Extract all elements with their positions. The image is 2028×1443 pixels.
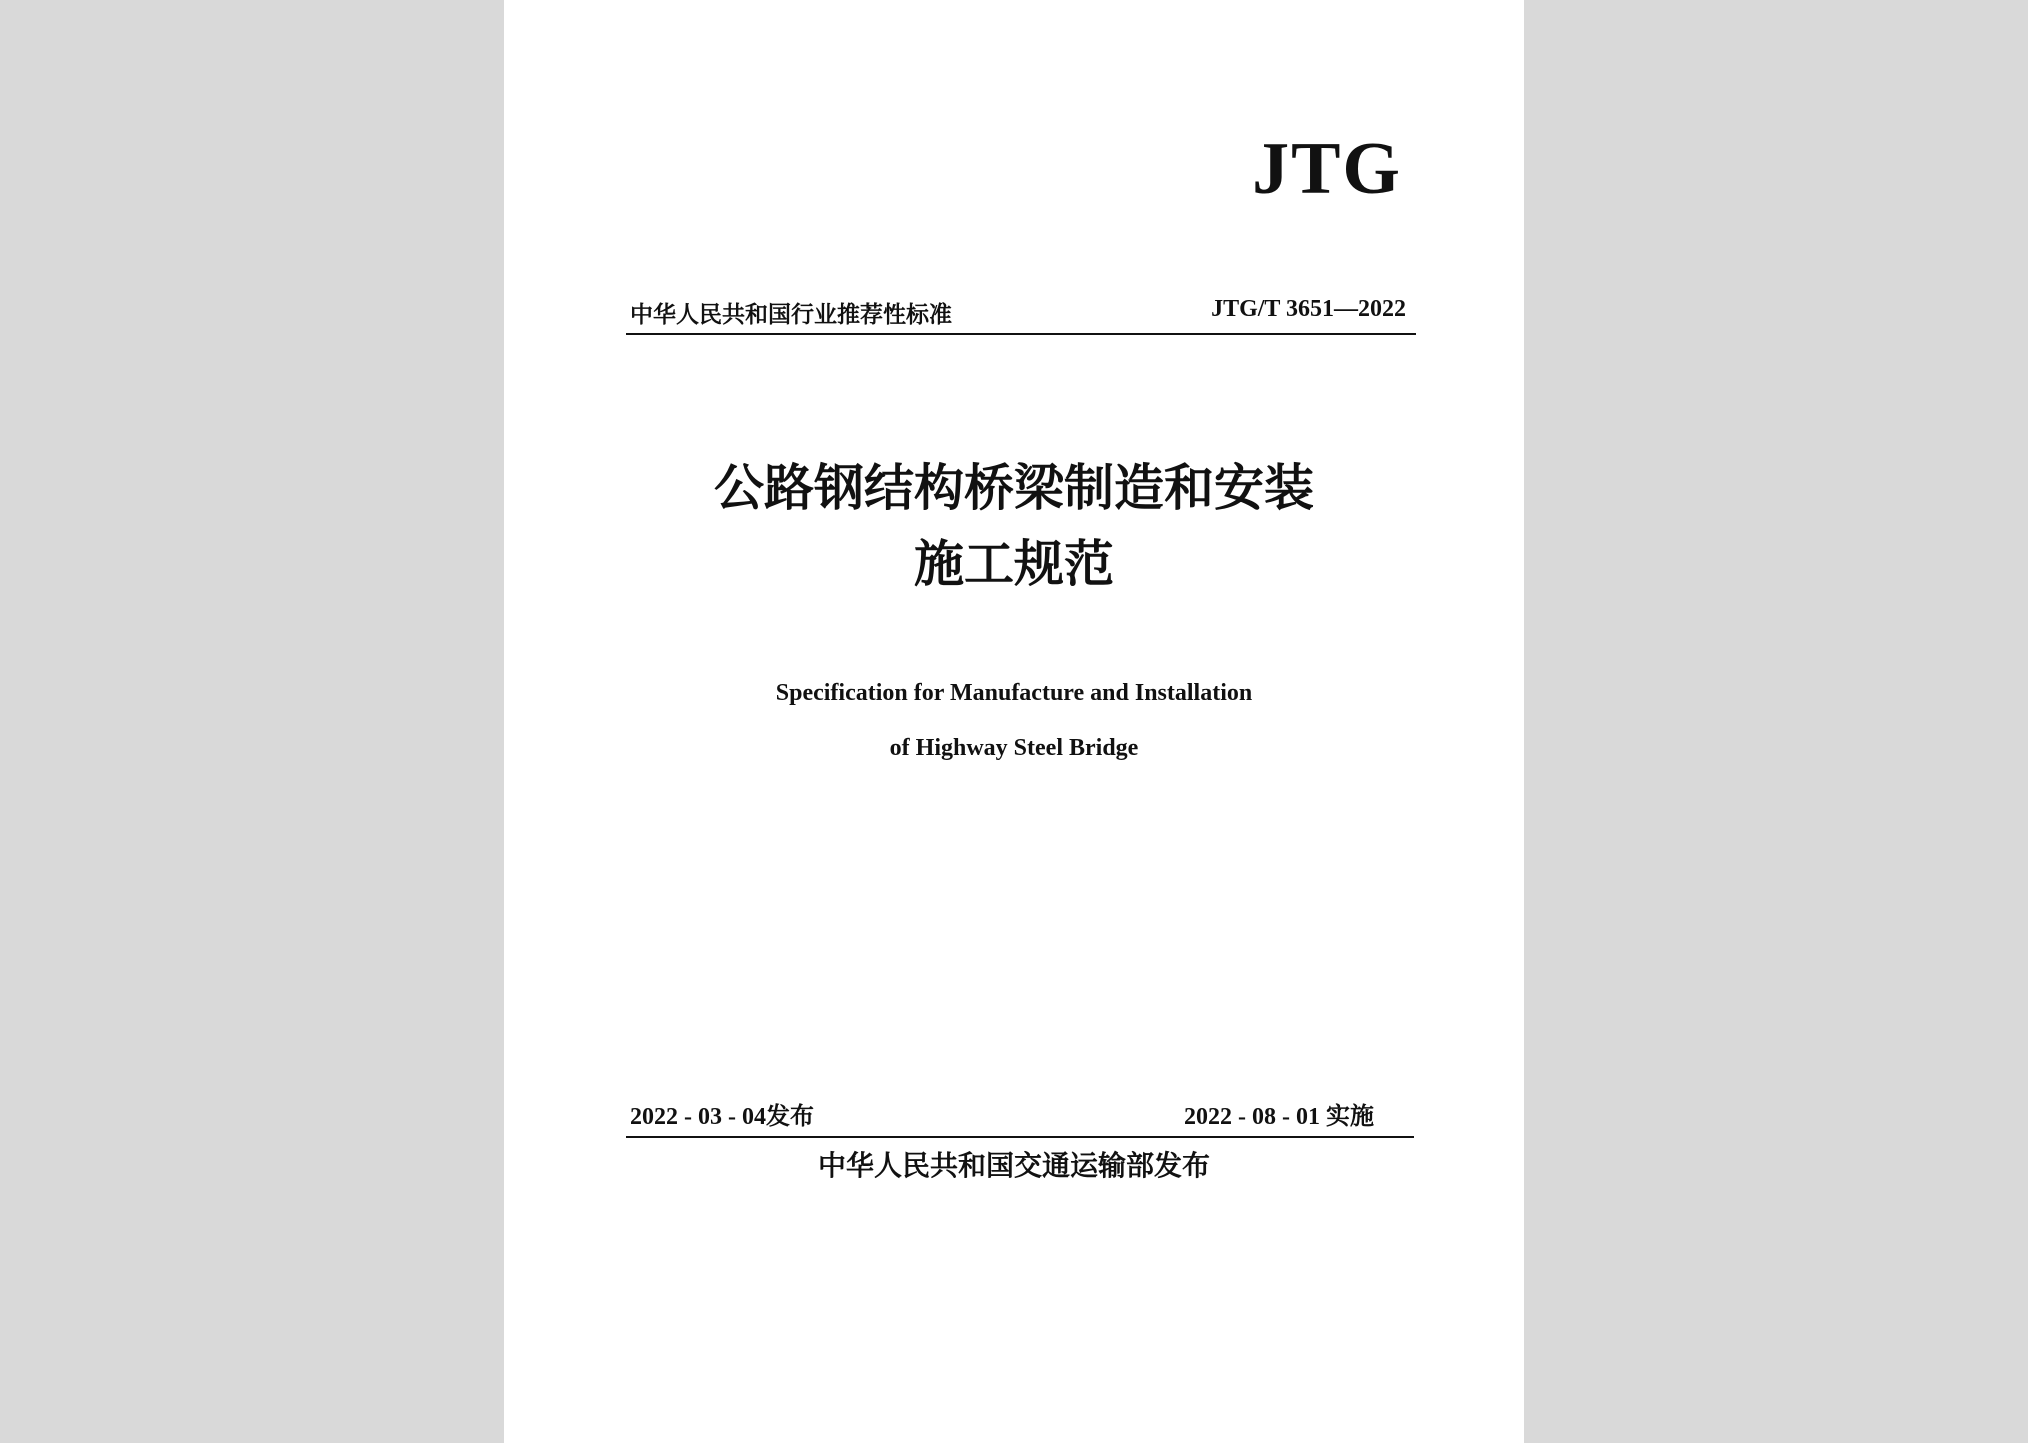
standard-category: 中华人民共和国行业推荐性标准 — [630, 302, 952, 328]
issue-label: 发布 — [765, 1102, 814, 1130]
footer-divider — [626, 1136, 1414, 1138]
standard-header — [626, 294, 1416, 334]
chinese-title-line-1: 公路钢结构桥梁制造和安装 — [714, 459, 1314, 517]
publisher: 中华人民共和国交通运输部发布 — [817, 1149, 1210, 1182]
english-title-line-1: Specification for Manufacture and Installation — [775, 680, 1253, 706]
standard-number: JTG/T 3651—2022 — [1211, 296, 1406, 322]
jtg-logo: JTG — [1252, 128, 1402, 210]
implementation-label: 实施 — [1326, 1102, 1374, 1130]
header-divider — [626, 333, 1416, 335]
issue-date-value: 2022 - 03 - 04 — [630, 1104, 766, 1130]
chinese-title-line-2: 施工规范 — [914, 535, 1114, 593]
english-title — [504, 666, 1524, 776]
date-row — [626, 1094, 1416, 1134]
issue-date — [630, 1096, 814, 1131]
document-page — [504, 0, 1524, 1443]
english-title-line-2: of Highway Steel Bridge — [889, 735, 1139, 761]
implementation-date — [1184, 1096, 1374, 1131]
chinese-title — [504, 450, 1524, 602]
implementation-date-value: 2022 - 08 - 01 — [1184, 1104, 1320, 1130]
